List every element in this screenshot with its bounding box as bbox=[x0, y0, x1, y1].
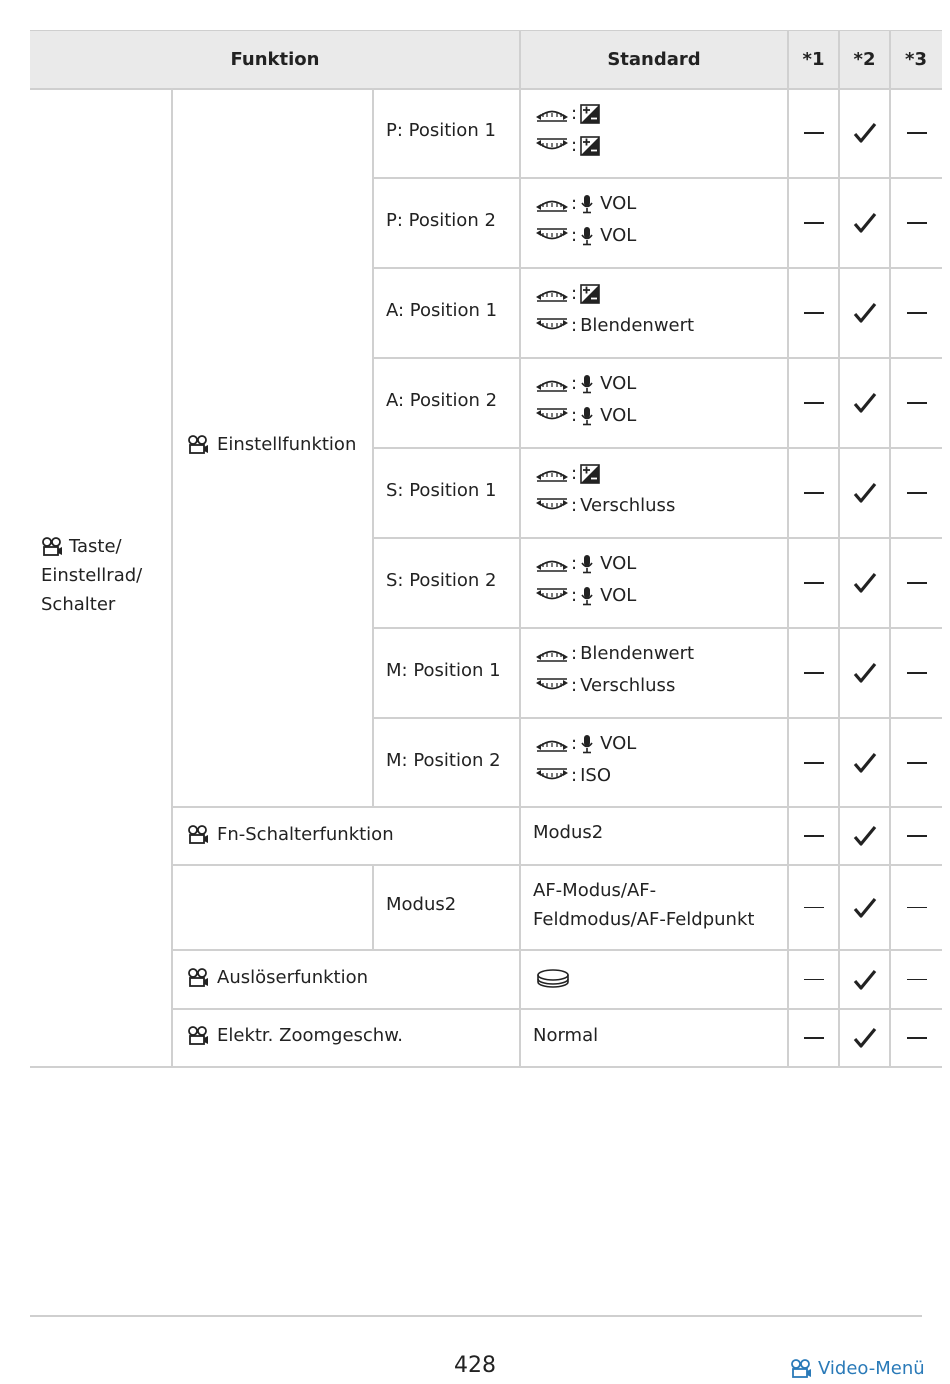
position-name: S: Position 2 bbox=[386, 569, 497, 591]
col1-label-line3: Schalter bbox=[41, 594, 116, 615]
dash-mark bbox=[789, 448, 838, 538]
check-icon bbox=[840, 628, 889, 718]
standard-cell bbox=[535, 98, 780, 162]
check-icon bbox=[840, 951, 889, 1008]
exposure-compensation-icon bbox=[580, 284, 600, 304]
position-name: M: Position 2 bbox=[386, 749, 501, 771]
standard-cell bbox=[535, 188, 780, 252]
front-dial-line bbox=[535, 458, 780, 490]
position-name: P: Position 1 bbox=[386, 119, 496, 141]
colon-separator: : bbox=[571, 463, 578, 485]
rear-dial-value: VOL bbox=[600, 225, 637, 247]
dash-mark bbox=[891, 866, 942, 949]
colon-separator: : bbox=[571, 283, 578, 305]
header-col1: *1 bbox=[802, 49, 825, 70]
rear-dial-line bbox=[535, 490, 780, 522]
colon-separator: : bbox=[571, 135, 578, 157]
ausloeser-text: Auslöserfunktion bbox=[217, 966, 369, 988]
front-dial-icon bbox=[535, 734, 569, 754]
rear-dial-line bbox=[535, 220, 780, 252]
zoom-standard: Normal bbox=[533, 1024, 599, 1046]
colon-separator: : bbox=[571, 643, 578, 665]
dash-mark bbox=[891, 178, 942, 268]
rear-dial-icon bbox=[535, 226, 569, 246]
check-icon bbox=[840, 178, 889, 268]
dash-mark bbox=[789, 866, 838, 949]
dash-mark bbox=[891, 951, 942, 1008]
colon-separator: : bbox=[571, 733, 578, 755]
dash-mark bbox=[789, 538, 838, 628]
front-dial-line bbox=[535, 278, 780, 310]
standard-cell bbox=[535, 368, 780, 432]
microphone-icon bbox=[580, 374, 594, 394]
front-dial-line bbox=[535, 98, 780, 130]
movie-camera-icon bbox=[41, 537, 63, 557]
movie-camera-icon bbox=[187, 435, 209, 455]
check-icon bbox=[840, 866, 889, 949]
rear-dial-icon bbox=[535, 496, 569, 516]
front-dial-icon bbox=[535, 644, 569, 664]
zoom-label bbox=[187, 1021, 403, 1051]
check-icon bbox=[840, 718, 889, 808]
grid-line bbox=[519, 30, 521, 1067]
rear-dial-line bbox=[535, 400, 780, 432]
dash-mark bbox=[891, 808, 942, 864]
rear-dial-line bbox=[535, 670, 780, 702]
modus-standard-line2: Feldmodus/AF-Feldpunkt bbox=[533, 909, 755, 930]
microphone-icon bbox=[580, 406, 594, 426]
front-dial-value: VOL bbox=[600, 373, 637, 395]
movie-camera-icon bbox=[790, 1359, 812, 1379]
dash-mark bbox=[789, 1010, 838, 1066]
header-funktion: Funktion bbox=[230, 49, 320, 70]
standard-cell bbox=[535, 278, 780, 342]
rear-dial-value: Blendenwert bbox=[580, 315, 695, 337]
zoom-text: Elektr. Zoomgeschw. bbox=[217, 1024, 403, 1046]
colon-separator: : bbox=[571, 675, 578, 697]
front-dial-value: VOL bbox=[600, 553, 637, 575]
dash-mark bbox=[789, 951, 838, 1008]
check-icon bbox=[840, 448, 889, 538]
front-dial-line bbox=[535, 638, 780, 670]
rear-dial-line bbox=[535, 130, 780, 162]
shutter-button-icon bbox=[533, 964, 573, 992]
colon-separator: : bbox=[571, 315, 578, 337]
table-header bbox=[30, 30, 942, 90]
position-name: A: Position 1 bbox=[386, 299, 498, 321]
col1-label-line1: Taste/ bbox=[69, 536, 122, 557]
fn-text: Fn-Schalterfunktion bbox=[217, 823, 394, 845]
col1-label-line2: Einstellrad/ bbox=[41, 565, 143, 586]
front-dial-value: VOL bbox=[600, 733, 637, 755]
fn-standard: Modus2 bbox=[533, 821, 604, 843]
dash-mark bbox=[789, 268, 838, 358]
modus-standard bbox=[533, 876, 754, 934]
position-name: M: Position 1 bbox=[386, 659, 501, 681]
standard-cell bbox=[535, 638, 780, 702]
section-link[interactable] bbox=[790, 1355, 925, 1383]
colon-separator: : bbox=[571, 765, 578, 787]
colon-separator: : bbox=[571, 405, 578, 427]
section-link-text: Video-Menü bbox=[818, 1357, 925, 1379]
check-icon bbox=[840, 358, 889, 448]
footer-divider bbox=[30, 1315, 922, 1317]
modus-standard-line1: AF-Modus/AF- bbox=[533, 880, 657, 901]
colon-separator: : bbox=[571, 553, 578, 575]
grid-line bbox=[372, 865, 374, 950]
colon-separator: : bbox=[571, 495, 578, 517]
front-dial-line bbox=[535, 188, 780, 220]
front-dial-icon bbox=[535, 284, 569, 304]
grid-line bbox=[171, 88, 173, 1067]
rear-dial-value: VOL bbox=[600, 405, 637, 427]
dash-mark bbox=[891, 1010, 942, 1066]
check-icon bbox=[840, 268, 889, 358]
front-dial-icon bbox=[535, 464, 569, 484]
dash-mark bbox=[891, 448, 942, 538]
dash-mark bbox=[891, 538, 942, 628]
exposure-compensation-icon bbox=[580, 104, 600, 124]
microphone-icon bbox=[580, 586, 594, 606]
front-dial-line bbox=[535, 728, 780, 760]
dash-mark bbox=[789, 358, 838, 448]
movie-camera-icon bbox=[187, 968, 209, 988]
front-dial-icon bbox=[535, 554, 569, 574]
microphone-icon bbox=[580, 226, 594, 246]
dash-mark bbox=[891, 88, 942, 178]
dash-mark bbox=[891, 718, 942, 808]
rear-dial-value: Verschluss bbox=[580, 675, 676, 697]
check-icon bbox=[840, 538, 889, 628]
rear-dial-icon bbox=[535, 316, 569, 336]
standard-cell bbox=[535, 728, 780, 792]
einstellfunktion-label bbox=[187, 430, 356, 460]
header-col2: *2 bbox=[853, 49, 876, 70]
header-col3: *3 bbox=[905, 49, 927, 70]
rear-dial-value: ISO bbox=[580, 765, 611, 787]
fn-label bbox=[187, 820, 394, 850]
rear-dial-icon bbox=[535, 136, 569, 156]
check-icon bbox=[840, 1010, 889, 1066]
col1-label bbox=[41, 532, 169, 619]
rear-dial-line bbox=[535, 760, 780, 792]
dash-mark bbox=[789, 88, 838, 178]
header-standard: Standard bbox=[607, 49, 701, 70]
microphone-icon bbox=[580, 734, 594, 754]
front-dial-icon bbox=[535, 194, 569, 214]
movie-camera-icon bbox=[187, 825, 209, 845]
modus-label: Modus2 bbox=[386, 893, 457, 915]
ausloeser-label bbox=[187, 963, 368, 993]
dash-mark bbox=[789, 718, 838, 808]
front-dial-value: Blendenwert bbox=[580, 643, 695, 665]
check-icon bbox=[840, 808, 889, 864]
colon-separator: : bbox=[571, 103, 578, 125]
dash-mark bbox=[891, 268, 942, 358]
standard-cell bbox=[535, 458, 780, 522]
colon-separator: : bbox=[571, 373, 578, 395]
rear-dial-icon bbox=[535, 586, 569, 606]
dash-mark bbox=[789, 178, 838, 268]
rear-dial-line bbox=[535, 580, 780, 612]
position-name: S: Position 1 bbox=[386, 479, 497, 501]
microphone-icon bbox=[580, 554, 594, 574]
front-dial-icon bbox=[535, 374, 569, 394]
grid-line bbox=[30, 1066, 942, 1068]
page-number: 428 bbox=[454, 1353, 496, 1379]
microphone-icon bbox=[580, 194, 594, 214]
rear-dial-icon bbox=[535, 766, 569, 786]
dash-mark bbox=[891, 358, 942, 448]
rear-dial-line bbox=[535, 310, 780, 342]
colon-separator: : bbox=[571, 225, 578, 247]
colon-separator: : bbox=[571, 193, 578, 215]
colon-separator: : bbox=[571, 585, 578, 607]
movie-camera-icon bbox=[187, 1026, 209, 1046]
check-icon bbox=[840, 88, 889, 178]
exposure-compensation-icon bbox=[580, 464, 600, 484]
front-dial-line bbox=[535, 368, 780, 400]
dash-mark bbox=[789, 808, 838, 864]
dash-mark bbox=[789, 628, 838, 718]
einstellfunktion-text: Einstellfunktion bbox=[217, 433, 357, 455]
front-dial-value: VOL bbox=[600, 193, 637, 215]
rear-dial-value: VOL bbox=[600, 585, 637, 607]
rear-dial-icon bbox=[535, 676, 569, 696]
exposure-compensation-icon bbox=[580, 136, 600, 156]
rear-dial-icon bbox=[535, 406, 569, 426]
position-name: A: Position 2 bbox=[386, 389, 498, 411]
position-name: P: Position 2 bbox=[386, 209, 496, 231]
dash-mark bbox=[891, 628, 942, 718]
front-dial-icon bbox=[535, 104, 569, 124]
rear-dial-value: Verschluss bbox=[580, 495, 676, 517]
front-dial-line bbox=[535, 548, 780, 580]
standard-cell bbox=[535, 548, 780, 612]
